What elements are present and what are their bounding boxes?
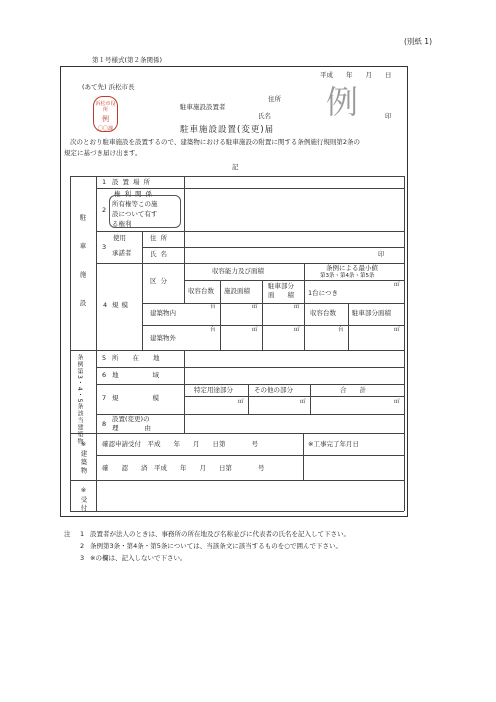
address-label: 住所 — [268, 95, 281, 103]
col-count: 収容台数 — [188, 287, 214, 295]
col-count-2: 収容台数 — [310, 309, 336, 317]
row7-label: 規模 — [112, 394, 193, 402]
col-facility-area: 施設面積 — [224, 287, 250, 295]
row7-total-unit: ㎡ — [394, 399, 400, 405]
form-title: 駐車施設設置(変更)届 — [180, 125, 275, 135]
row8-label-b: 理 由 — [112, 424, 151, 432]
per-car-unit: ㎡ — [394, 282, 400, 288]
outside-ord-area-unit: ㎡ — [394, 327, 400, 333]
confirm-application: 確認申請受付 平成 年 月 日第 号 — [102, 440, 258, 448]
example-watermark: 例 — [326, 83, 359, 121]
note3-num: 3 — [80, 554, 85, 562]
group-parking-label: 駐車施設 — [78, 214, 87, 328]
row8-label-a: 設置(変更)の — [112, 415, 150, 423]
setting-location-field[interactable] — [186, 178, 402, 187]
date-line: 平成 年 月 日 — [320, 71, 392, 79]
capacity-header: 収容能力及び面積 — [212, 267, 264, 275]
inside-facility-unit: ㎡ — [252, 304, 258, 310]
confirm-done: 確 認 済 平成 年 月 日第 号 — [102, 464, 265, 472]
attachment-label: (別紙 1) — [404, 37, 433, 46]
row3-num: 3 — [102, 243, 107, 251]
note1: 設置者が法人のときは、事務所の所在地及び名称並びに代表者の氏名を記入して下さい。 — [90, 530, 350, 538]
note2: 条例第3条・第4条・第5条については、当該条文に該当するものを○で囲んで下さい。 — [90, 542, 342, 550]
row2-label-a: 権利関係 — [114, 190, 156, 198]
row7-other-unit: ㎡ — [300, 399, 306, 405]
intro-line-1: 次のとおり駐車施設を設置するので、建築物における駐車施設の附置に関する条例施行規則第2条の — [70, 138, 361, 146]
row7-total: 合 計 — [340, 386, 366, 394]
kubun-label: 区分 — [150, 277, 171, 285]
group-building-mark: ※建築物 — [79, 440, 88, 476]
row1-label: 設置場所 — [112, 178, 154, 186]
row4-label: 規模 — [112, 301, 131, 309]
outside-ord-count-unit: 台 — [338, 327, 344, 333]
row3-seal: 印 — [378, 250, 385, 258]
note1-num: 1 — [80, 530, 85, 538]
row3-label-b: 承諾者 — [112, 249, 132, 257]
row2-label-b: 所有権等この施 — [112, 200, 158, 208]
ordinance-header-a: 条例による最小値 — [326, 264, 378, 272]
outside-facility-unit: ㎡ — [252, 327, 258, 333]
applicant-role: 駐車施設設置者 — [180, 103, 226, 111]
consenter-address-field[interactable] — [186, 233, 402, 246]
name-label: 氏名 — [258, 112, 271, 120]
row7-num: 7 — [102, 394, 107, 402]
row3-name-label: 氏名 — [150, 250, 171, 258]
note2-num: 2 — [80, 542, 85, 550]
intro-line-2: 規定に基づき届け出ます。 — [64, 149, 142, 157]
note3: ※の欄は、記入しないで下さい。 — [90, 554, 187, 562]
addressee: (あて先) 浜松市長 — [82, 83, 135, 91]
col-parking-area-b: 面 積 — [268, 291, 294, 299]
building-location-field[interactable] — [186, 352, 402, 366]
work-completion: ※工事完了年月日 — [308, 440, 359, 448]
row5-label: 所在地 — [112, 354, 174, 362]
inside-label: 建築物内 — [150, 309, 176, 317]
reason-field[interactable] — [186, 416, 402, 432]
rights-field[interactable] — [186, 190, 402, 230]
row5-num: 5 — [102, 354, 107, 362]
notes-head: 注 — [64, 530, 71, 538]
col-per-car: 1台につき — [308, 289, 339, 297]
outside-label: 建築物外 — [150, 334, 176, 342]
row2-num: 2 — [102, 206, 107, 214]
row3-address-label: 住所 — [150, 234, 171, 242]
group-building-label: 条例第3・4・5条該当建築物 — [76, 354, 83, 446]
zone-field[interactable] — [186, 369, 402, 383]
inside-count-unit: 台 — [210, 304, 216, 310]
row2-label-d: る権利 — [112, 220, 132, 228]
row7-specific-unit: ㎡ — [238, 399, 244, 405]
ordinance-header-b: 第3条・第4条・第5条 — [320, 273, 375, 279]
row1-num: 1 — [102, 178, 107, 186]
form-number: 第１号様式(第２条関係) — [92, 56, 163, 64]
group-receipt-mark: ※受付 — [79, 486, 88, 513]
ki-label: 記 — [232, 163, 239, 171]
col-parking-area-a: 駐車部分 — [268, 282, 294, 290]
consenter-name-field[interactable] — [186, 249, 371, 262]
inside-parking-unit: ㎡ — [294, 304, 300, 310]
row7-specific: 特定用途部分 — [194, 386, 233, 394]
row8-num: 8 — [102, 420, 107, 428]
row4-num: 4 — [103, 301, 108, 309]
row6-label: 地域 — [112, 371, 193, 379]
receipt-stamp: 浜松市役所 例 〇〇課 — [93, 96, 118, 132]
row2-label-c: 設について有す — [112, 210, 158, 218]
outside-parking-unit: ㎡ — [294, 327, 300, 333]
row3-label-a: 使用 — [113, 234, 126, 242]
row6-num: 6 — [102, 371, 107, 379]
outside-count-unit: 台 — [210, 327, 216, 333]
row7-other: その他の部分 — [254, 386, 293, 394]
seal-mark: 印 — [385, 112, 392, 120]
col-parking-area-2: 駐車部分面積 — [352, 309, 391, 317]
